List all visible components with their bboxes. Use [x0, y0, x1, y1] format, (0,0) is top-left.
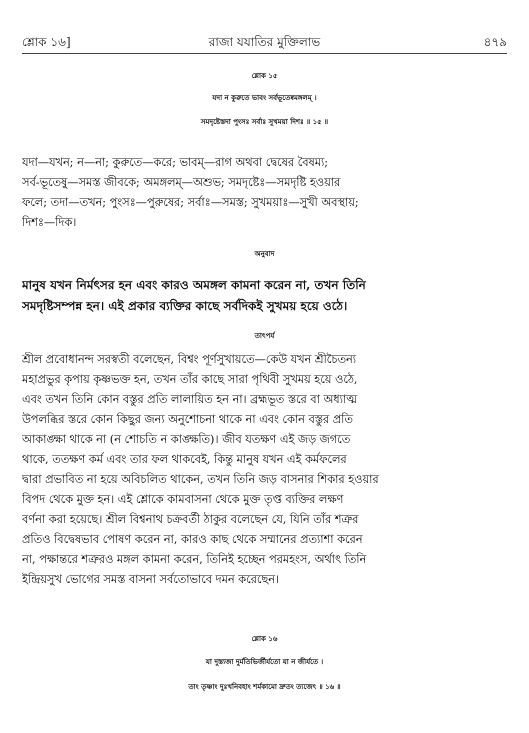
purport-line: না, পক্ষান্তরে শত্রুরও মঙ্গল কামনা করেন, তিনিই হচ্ছেন পরমহংস, অর্থাৎ তিনি — [22, 553, 367, 566]
running-header — [22, 34, 507, 50]
header-verse-ref: শ্লোক ১৬] — [22, 35, 71, 49]
purport-line: শ্রীল প্রবোধানন্দ সরস্বতী বলেছেন, বিশ্বং পূর্ণসুখায়তে—কেউ যখন শ্রীচৈতন্য — [22, 353, 356, 366]
purport-line: ইন্দ্রিয়সুখ ভোগের সমস্ত বাসনা সর্বতোভাবে দমন করেছেন। — [22, 573, 280, 586]
purport-line: বর্ণনা করা হয়েছে। শ্রীল বিশ্বনাথ চক্রবর্তী ঠাকুর বলেছেন যে, যিনি তাঁর শত্রুর — [22, 513, 359, 526]
verse-16-line-1: যা দুস্ত্যজা দুর্মতিভির্জীর্যতো যা ন জীর্যতে । — [205, 657, 324, 666]
verse-15-label: শ্লোক ১৫ — [251, 71, 278, 80]
verse-15-line-2: সমদৃষ্টেস্তদা পুংসঃ সর্বাঃ সুখময়া দিশঃ ॥ ১৫ ॥ — [200, 117, 329, 126]
translation-line: সমদৃষ্টিসম্পন্ন হন। এই প্রকার ব্যক্তির কাছে সর্বদিকই সুখময় হয়ে ওঠে। — [22, 299, 348, 313]
synonyms-line: সর্ব-ভূতেষু—সমস্ত জীবকে; অমঙ্গলম্‌—অশুভ; সমদৃষ্টেঃ—সমদৃষ্টি হওয়ার — [22, 176, 341, 189]
purport-line: এবং তখন তিনি কোন বস্তুর প্রতি লালায়িত হন না। ব্রহ্মভূত স্তরে বা অধ্যাত্ম — [22, 393, 358, 406]
verse-15-line-1: যদা ন কুরুতে ভাবং সর্বভূতেষ্বমঙ্গলম্‌ । — [212, 93, 317, 102]
purport-line: প্রতিও বিদ্বেষভাব পোষণ করেন না, কারও কাছ থেকে সম্মানের প্রত্যাশা করেন — [22, 533, 363, 546]
synonyms-line: যদা—যখন; ন—না; কুরুতে—করে; ভাবম্‌—রাগ অথবা দ্বেষের বৈষম্য; — [22, 156, 329, 169]
purport-line: উপলব্ধির স্তরে কোন কিছুর জন্য অনুশোচনা থাকে না এবং কোন বস্তুর প্রতি — [22, 413, 353, 426]
page-number: ৪৭৯ — [483, 35, 507, 49]
purport-line: বিপদ থেকে মুক্ত হন। এই শ্লোকে কামবাসনা থেকে মুক্ত তৃপ্ত ব্যক্তির লক্ষণ — [22, 493, 344, 506]
purport-line: মহাপ্রভুর কৃপায় কৃষ্ণভক্ত হন, তখন তাঁর কাছে সারা পৃথিবী সুখময় হয়ে ওঠে, — [22, 373, 358, 386]
header-divider — [22, 53, 507, 54]
purport-heading: তাৎপর্য — [254, 331, 275, 340]
purport-line: দ্বারা প্রভাবিত না হয়ে অবিচলিত থাকেন, তখন তিনি জড় বাসনার শিকার হওয়ার — [22, 473, 379, 486]
translation-heading: অনুবাদ — [254, 249, 275, 258]
header-chapter-title: রাজা যযাতির মুক্তিলাভ — [208, 35, 321, 49]
purport-line: থাকে, ততক্ষণ কর্ম এবং তার ফল থাকবেই, কিন্তু মানুষ যখন এই কর্মফলের — [22, 453, 347, 466]
translation-line: মানুষ যখন নির্মৎসর হন এবং কারও অমঙ্গল কামনা করেন না, তখন তিনি — [22, 278, 366, 292]
verse-16-line-2: তাং তৃষ্ণাং দুঃখনিবহাং শর্মকামো দ্রুতং ত্যজেৎ ॥ ১৬ ॥ — [188, 682, 341, 691]
synonyms-line: দিশঃ—দিক। — [22, 216, 77, 229]
purport-line: আকাঙ্ক্ষা থাকে না (ন শোচতি ন কাঙ্ক্ষতি)। জীব যতক্ষণ এই জড় জগতে — [22, 433, 351, 446]
synonyms-line: ফলে; তদা—তখন; পুংসঃ—পুরুষের; সর্বাঃ—সমস্ত; সুখময়াঃ—সুখী অবস্থায়; — [22, 196, 359, 209]
verse-16-label: শ্লোক ১৬ — [251, 634, 278, 643]
